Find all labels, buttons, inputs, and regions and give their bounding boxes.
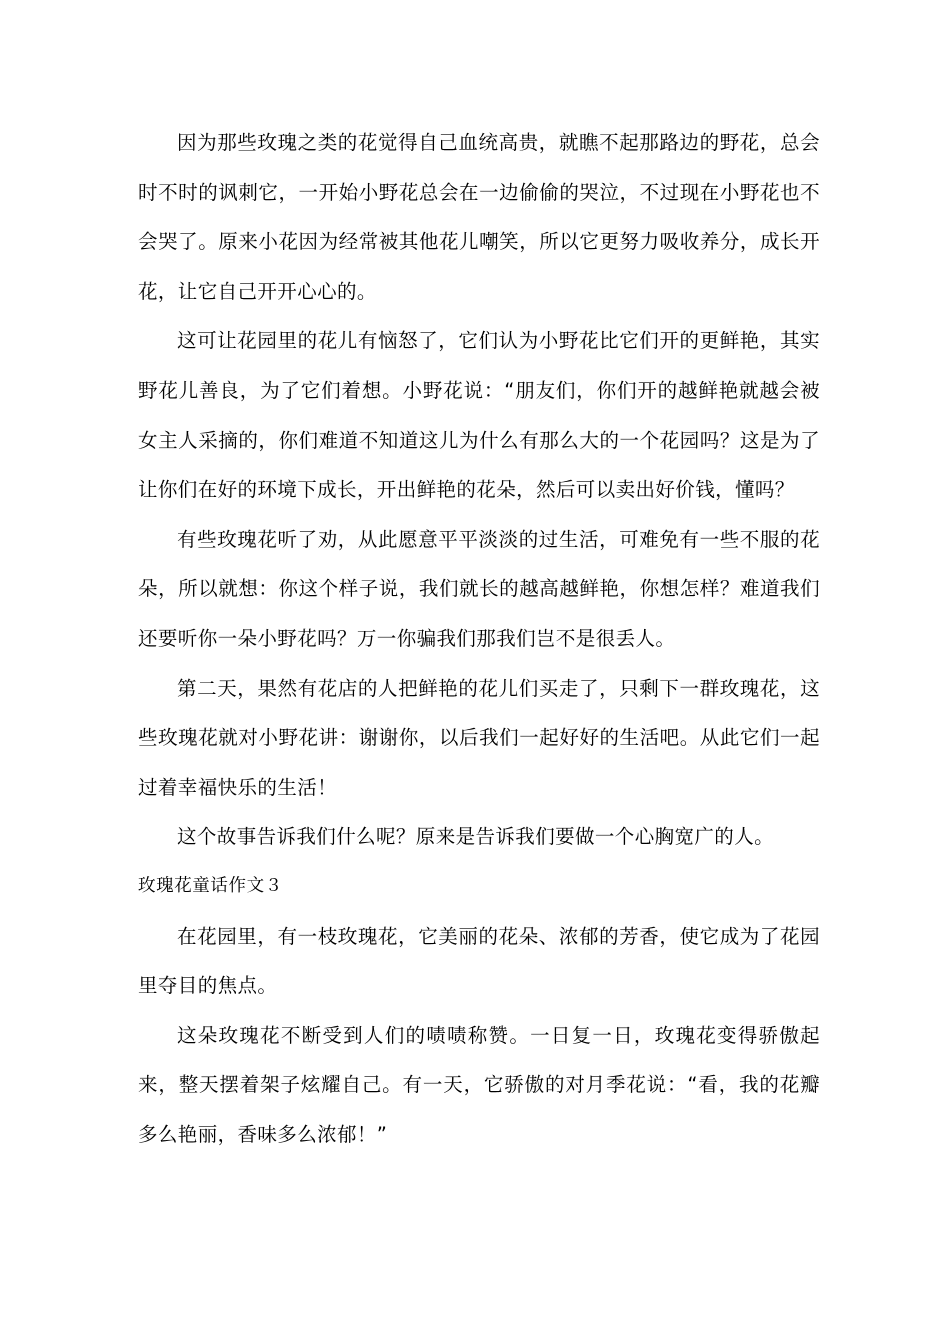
paragraph: 这朵玫瑰花不断受到人们的啧啧称赞。一日复一日，玫瑰花变得骄傲起来，整天摆着架子炫耀自己。有一天，它骄傲的对月季花说：“看，我的花瓣多么艳丽，香味多么浓郁！” <box>138 1023 820 1146</box>
paragraph: 这可让花园里的花儿有恼怒了，它们认为小野花比它们开的更鲜艳，其实野花儿善良，为了它们着想。小野花说：“朋友们，你们开的越鲜艳就越会被女主人采摘的，你们难道不知道这儿为什么有那么大的一个花园吗？这是为了让你们在好的环境下成长，开出鲜艳的花朵，然后可以卖出好价钱，懂吗？ <box>138 329 820 502</box>
paragraph: 在花园里，有一枝玫瑰花，它美丽的花朵、浓郁的芳香，使它成为了花园里夺目的焦点。 <box>138 924 820 998</box>
paragraph: 因为那些玫瑰之类的花觉得自己血统高贵，就瞧不起那路边的野花，总会时不时的讽刺它，一开始小野花总会在一边偷偷的哭泣，不过现在小野花也不会哭了。原来小花因为经常被其他花儿嘲笑，所以它更努力吸收养分，成长开花，让它自己开开心心的。 <box>138 131 820 303</box>
document-body <box>138 118 820 1159</box>
paragraph: 第二天，果然有花店的人把鲜艳的花儿们买走了，只剩下一群玫瑰花，这些玫瑰花就对小野花讲：谢谢你，以后我们一起好好的生活吧。从此它们一起过着幸福快乐的生活！ <box>138 676 820 799</box>
section-heading: 玫瑰花童话作文３ <box>138 875 283 896</box>
paragraph: 有些玫瑰花听了劝，从此愿意平平淡淡的过生活，可难免有一些不服的花朵，所以就想：你这个样子说，我们就长的越高越鲜艳，你想怎样？难道我们还要听你一朵小野花吗？万一你骗我们那我们岂不是很丢人。 <box>138 527 820 650</box>
paragraph: 这个故事告诉我们什么呢？原来是告诉我们要做一个心胸宽广的人。 <box>177 825 775 849</box>
